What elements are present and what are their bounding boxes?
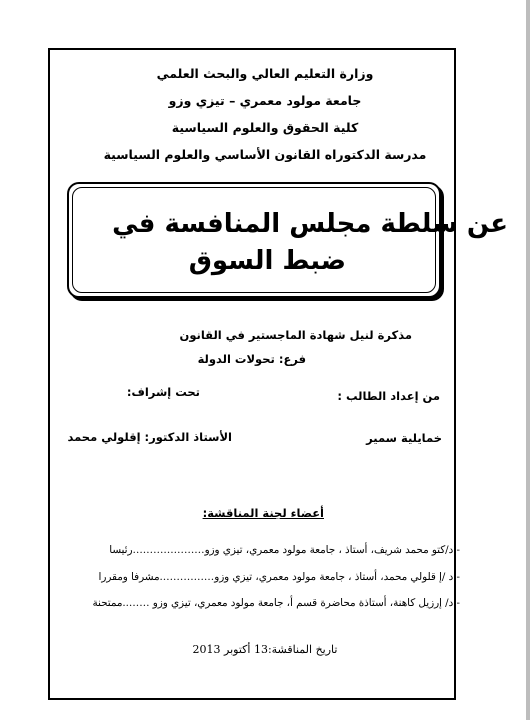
committee-member: - د/كتو محمد شريف، أستاذ ، جامعة مولود معمري، تيزي وزو…………………رئيسا [109, 544, 460, 556]
student-label: من إعداد الطالب : [337, 389, 440, 403]
page-edge [526, 0, 530, 720]
supervisor-label: تحت إشراف: [126, 385, 200, 399]
committee-member: - د/ إرزيل كاهنة، أستاذة محاضرة قسم أ، جامعة مولود معمري، تيزي وزو ……..ممتحنة [92, 597, 460, 609]
faculty-name: كلية الحقوق والعلوم السياسية [171, 120, 359, 135]
committee-member: - د /إ قلولي محمد، أستاذ ، جامعة مولود معمري، تيزي وزو…………….مشرفا ومقررا [98, 571, 460, 583]
committee-heading: أعضاء لجنة المناقشة: [202, 506, 324, 520]
degree-statement: مذكرة لنيل شهادة الماجستير في القانون [179, 328, 412, 342]
title-box-inner-border [72, 187, 436, 293]
branch-name: فرع: تحولات الدولة [197, 352, 306, 366]
ministry-name: وزارة التعليم العالي والبحث العلمي [156, 66, 374, 81]
doctoral-school-name: مدرسة الدكتوراه القانون الأساسي والعلوم السياسية [103, 147, 427, 162]
university-name: جامعة مولود معمري – تيزي وزو [168, 93, 362, 108]
thesis-title-line1: عن سلطة مجلس المنافسة في [112, 209, 508, 239]
student-name: خمايلية سمير [366, 431, 442, 445]
discussion-date: تاريخ المناقشة:13 أكتوبر 2013 [192, 643, 338, 656]
title-box [67, 182, 441, 298]
thesis-title-line2: ضبط السوق [188, 246, 346, 276]
supervisor-name: الأستاذ الدكتور: إقلولي محمد [67, 430, 232, 444]
